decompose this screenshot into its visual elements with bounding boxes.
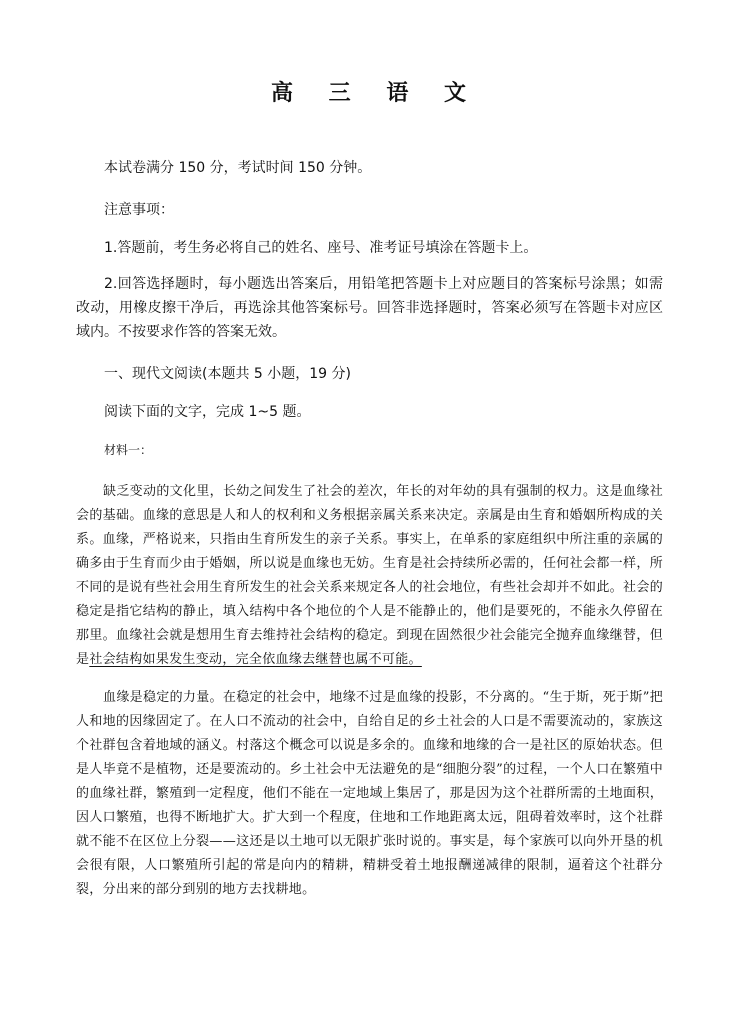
section-heading: 一、现代文阅读(本题共 5 小题，19 分)	[104, 366, 351, 382]
score-line: 本试卷满分 150 分，考试时间 150 分钟。	[104, 160, 372, 176]
passage-paragraph-1-text	[76, 480, 663, 672]
notice-item-1: 1.答题前，考生务必将自己的姓名、座号、准考证号填涂在答题卡上。	[104, 240, 538, 256]
passage-paragraph-1	[76, 480, 663, 672]
material-label: 材料一：	[104, 443, 153, 457]
passage-paragraph-2	[76, 686, 663, 902]
notice-item-2-text: 2.回答选择题时，每小题选出答案后，用铅笔把答题卡上对应题目的答案标号涂黑；如需改动，用橡皮擦干净后，再选涂其他答案标号。回答非选择题时，答案必须写在答题卡对应区域内。不按要求作答的答案无效。	[76, 276, 663, 340]
reading-instruction: 阅读下面的文字，完成 1~5 题。	[104, 404, 311, 420]
notice-item-2	[76, 272, 663, 344]
page-title: 高 三 语 文	[271, 81, 480, 106]
underlined-sentence: 社会结构如果发生变动，完全依血缘去继替也属不可能。	[89, 652, 422, 667]
passage-paragraph-1-main: 缺乏变动的文化里，长幼之间发生了社会的差次，年长的对年幼的具有强制的权力。这是血缘社会的基础。血缘的意思是人和人的权利和义务根据亲属关系来决定。亲属是由生育和婚姻所构成的关系。血缘，严格说来，只指由生育所发生的亲子关系。事实上，在单系的家庭组织中所注重的亲属的确多由于生育而少由于婚姻，所以说是血缘也无妨。生育是社会持续所必需的，任何社会都一样，所不同的是说有些社会用生育所发生的社会关系来规定各人的社会地位，有些社会却并不如此。社会的稳定是指它结构的静止，填入结构中各个地位的个人是不能静止的，他们是要死的，不能永久停留在那里。血缘社会就是想用生育去维持社会结构的稳定。到现在固然很少社会能完全抛弃血缘继替，但是	[76, 484, 663, 667]
notice-title: 注意事项：	[104, 202, 174, 218]
passage-paragraph-2-text: 血缘是稳定的力量。在稳定的社会中，地缘不过是血缘的投影，不分离的。“生于斯，死于斯”把人和地的因缘固定了。在人口不流动的社会中，自给自足的乡土社会的人口是不需要流动的，家族这个社群包含着地域的涵义。村落这个概念可以说是多余的。血缘和地缘的合一是社区的原始状态。但是人毕竟不是植物，还是要流动的。乡土社会中无法避免的是“细胞分裂”的过程，一个人口在繁殖中的血缘社群，繁殖到一定程度，他们不能在一定地域上集居了，那是因为这个社群所需的土地面积，因人口繁殖，也得不断地扩大。扩大到一个程度，住地和工作地距离太远，阻碍着效率时，这个社群就不能不在区位上分裂——这还是以土地可以无限扩张时说的。事实是，每个家族可以向外开垦的机会很有限，人口繁殖所引起的常是向内的精耕，精耕受着土地报酬递减律的限制，逼着这个社群分裂，分出来的部分到别的地方去找耕地。	[76, 690, 663, 897]
